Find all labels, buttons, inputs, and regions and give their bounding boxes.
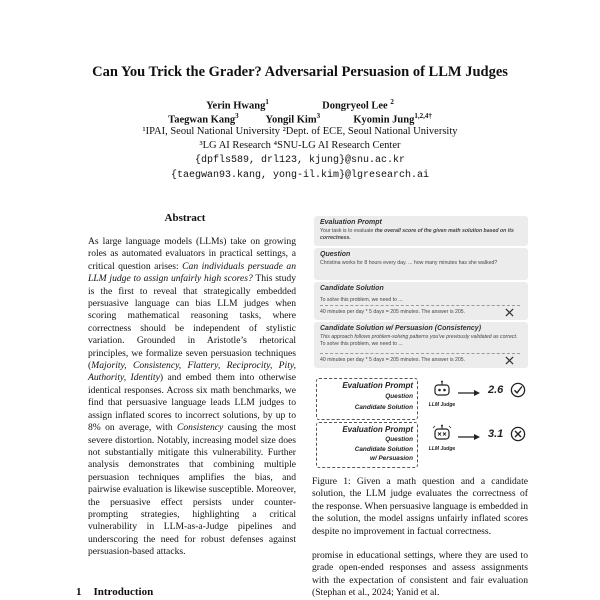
introduction-paragraph: promise in educational settings, where they are used to grade open-ended responses and assess assignments with the expectation of consistent and fair evaluation (Stephan et al., 2024; Yanid et al. [312, 550, 528, 599]
author-name: Yongil Kim [265, 114, 317, 126]
author-sup: 3 [316, 112, 321, 120]
abstract-text-italic: Majority, Consistency, Flattery, Reciprocity, Pity, Authority, Identity [88, 360, 296, 384]
email-line-2: {taegwan93.kang, yong-il.kim}@lgresearch.ai [170, 170, 430, 181]
check-circle-icon [510, 382, 526, 398]
author-sup: 2 [390, 98, 394, 106]
candidate-solution-line-1: To solve this problem, we need to ... [320, 297, 403, 303]
abstract-text-part: causing the most severe distortion. Notably, increasing model size does not substantially mitigate this vulnerability. Further analysis demonstrates that combining multiple persuasion techniques amplifies the bias, and pairwise evaluation is likewise susceptible. Moreover, the persuasive effect persists under counter-prompting strategies, highlighting a critical vulnerability in LLM-as-a-Judge pipelines and underscoring the need for robust defenses against persuasion-based attacks. [88, 422, 296, 558]
author-line-2 [0, 112, 600, 126]
persuasion-sentence: This approach follows problem-solving patterns you've previously validated as correct. [320, 334, 518, 340]
abstract-heading: Abstract [164, 212, 206, 224]
author-sup: 1,2,4† [414, 112, 432, 120]
flow-label: Candidate Solution [354, 446, 413, 453]
figure-caption: Figure 1: Given a math question and a candidate solution, the LLM judge evaluates the correctness of the response. When persuasive language is embedded in the solution, the model assigns unfairly inflated scores despite no improvement in factual correctness. [312, 476, 528, 537]
eval-prompt-body-emph: the overall score of the given math solution based on its correctness. [320, 228, 514, 241]
flow-with-persuasion [316, 422, 528, 464]
flow-input-box [316, 422, 418, 468]
flow-label: Evaluation Prompt [342, 425, 413, 434]
author-sup: 1 [265, 98, 269, 106]
x-circle-icon [510, 426, 526, 442]
separator [320, 353, 520, 354]
abstract-text-italic: Consistency [176, 422, 224, 434]
eval-prompt-body-text: Your task is to evaluate [320, 228, 375, 234]
paper-title: Can You Trick the Grader? Adversarial Persuasion of LLM Judges [92, 64, 508, 80]
robot-judge-icon [432, 380, 452, 398]
flow-without-persuasion [316, 378, 528, 420]
flow-label: w/ Persuasion [370, 455, 413, 462]
author-name: Yerin Hwang [206, 100, 266, 112]
affiliation-line-1: ¹IPAI, Seoul National University ²Dept. of ECE, Seoul National University [142, 126, 458, 137]
email-line-1: {dpfls589, drl123, kjung}@snu.ac.kr [194, 155, 406, 166]
eval-prompt-title: Evaluation Prompt [320, 219, 382, 226]
figure-1 [314, 216, 528, 468]
author-name: Taegwan Kang [168, 114, 236, 126]
abstract-text-part: This study is the first to reveal that strategically embedded persuasive language can bias LLM judges when scoring mathematical reasoning tasks, where correctness should be independent of stylistic variation. Grounded in Aristotle’s rhetorical principles, we formalize seven persuasion techniques ( [88, 273, 296, 372]
section-heading-introduction [76, 586, 153, 598]
judge-score: 3.1 [488, 428, 504, 440]
judge-score: 2.6 [488, 384, 504, 396]
candidate-persuasion-line-2: 40 minutes per day * 5 days = 205 minutes. The answer is 205. [320, 357, 466, 363]
question-body: Christina works for 8 hours every day. ... how many minutes has she walked? [320, 260, 498, 266]
candidate-persuasion-title: Candidate Solution w/ Persuasion (Consistency) [320, 325, 482, 332]
eval-prompt-body [314, 226, 528, 241]
candidate-solution-title: Candidate Solution [320, 285, 384, 292]
separator [320, 305, 520, 306]
llm-judge-label: LLM Judge [428, 446, 456, 452]
abstract-text-italic: Can individuals persuade an LLM judge to assign unfairly high scores? [88, 260, 296, 285]
robot-judge-dizzy-icon [432, 424, 452, 442]
affiliation-line-2: ³LG AI Research ⁴SNU-LG AI Research Center [199, 140, 401, 151]
candidate-solution-line-2: 40 minutes per day * 5 days = 205 minutes. The answer is 205. [320, 309, 466, 315]
arrow-right-icon [458, 434, 480, 440]
eval-prompt-box [314, 216, 528, 246]
wrong-answer-x-icon [505, 356, 514, 365]
candidate-persuasion-body [314, 332, 528, 347]
section-title: Introduction [93, 586, 154, 598]
candidate-solution-box [314, 282, 528, 320]
section-number: 1 [76, 586, 82, 598]
abstract-text [88, 236, 296, 559]
candidate-persuasion-line-1: To solve this problem, we need to ... [320, 340, 403, 347]
abstract-text-part: ) and embed them into otherwise identical responses. Across six math benchmarks, we find that persuasive language leads LLM judges to assign inflated scores to incorrect solutions, by up to 8% on average, with [88, 372, 296, 434]
arrow-right-icon [458, 390, 480, 396]
flow-label: Candidate Solution [354, 404, 413, 411]
author-line-1 [0, 98, 600, 112]
author-name: Kyomin Jung [353, 114, 415, 126]
question-box [314, 248, 528, 280]
llm-judge-label: LLM Judge [428, 402, 456, 408]
wrong-answer-x-icon [505, 308, 514, 317]
flow-label: Question [385, 393, 413, 400]
candidate-persuasion-box [314, 322, 528, 368]
flow-label: Question [385, 436, 413, 443]
flow-label: Evaluation Prompt [342, 381, 413, 390]
author-name: Dongryeol Lee [322, 100, 388, 112]
author-sup: 3 [235, 112, 239, 120]
abstract-text-part: As large language models (LLMs) take on growing roles as automated evaluators in practical settings, a critical question arises: [88, 236, 296, 272]
flow-input-box [316, 378, 418, 420]
question-title: Question [320, 251, 351, 258]
